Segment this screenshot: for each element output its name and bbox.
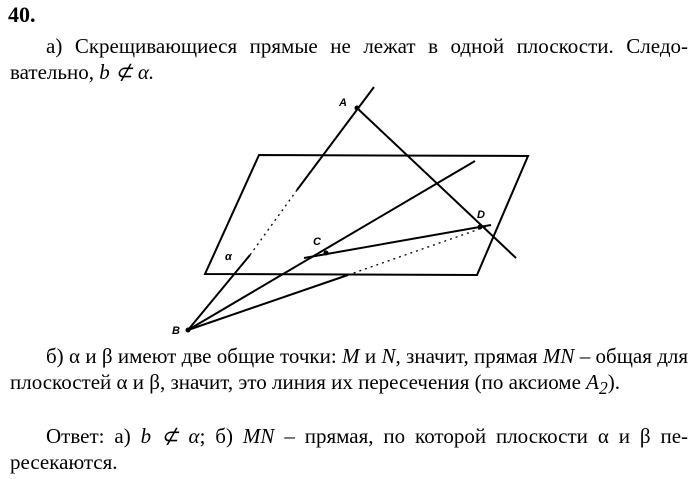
part-b-text-1: б) α и β имеют две общие точки:	[46, 344, 337, 368]
line-cd	[304, 225, 491, 258]
answer-formula: b ⊄ α	[140, 424, 200, 448]
point-b	[186, 328, 191, 333]
problem-number: 40.	[8, 2, 36, 27]
part-b-paragraph	[10, 343, 688, 401]
label-b: B	[172, 325, 180, 337]
part-b-text-2: и	[364, 344, 377, 368]
part-b-text-5: ).	[607, 370, 620, 394]
part-a-text: а) Скрещивающиеся прямые не лежат в одной плоскости. Следо-вательно,	[10, 34, 688, 84]
answer-mn: MN	[242, 424, 275, 448]
line-bd-hidden	[348, 226, 488, 275]
answer-text-3: – прямая, по которой плоскости α и β пе-ресекаются.	[10, 424, 689, 474]
line-through-a-hidden	[250, 190, 297, 255]
label-alpha: α	[225, 251, 232, 263]
label-d: D	[477, 209, 485, 221]
line-b-through-c	[188, 161, 475, 330]
part-a-formula: b ⊄ α.	[99, 60, 155, 84]
line-mn: MN	[542, 344, 575, 368]
point-c	[324, 251, 329, 256]
label-a: A	[339, 97, 347, 109]
axiom-a: A	[586, 370, 599, 394]
line-through-a-upper	[297, 87, 374, 190]
label-c: C	[313, 236, 321, 248]
answer-text-2: ; б)	[199, 424, 233, 448]
point-m: M	[342, 344, 360, 368]
part-b-text-3: , значит, прямая	[395, 344, 538, 368]
point-d	[478, 225, 483, 230]
answer-text-1: Ответ: а)	[46, 424, 131, 448]
point-a	[355, 106, 360, 111]
part-b-text-4: – общая для плоскостей α и β, значит, это линия их пересечения (по аксиоме	[10, 344, 689, 394]
answer-paragraph	[10, 423, 688, 475]
point-n: N	[381, 344, 396, 368]
axiom-subscript: 2	[599, 378, 608, 399]
